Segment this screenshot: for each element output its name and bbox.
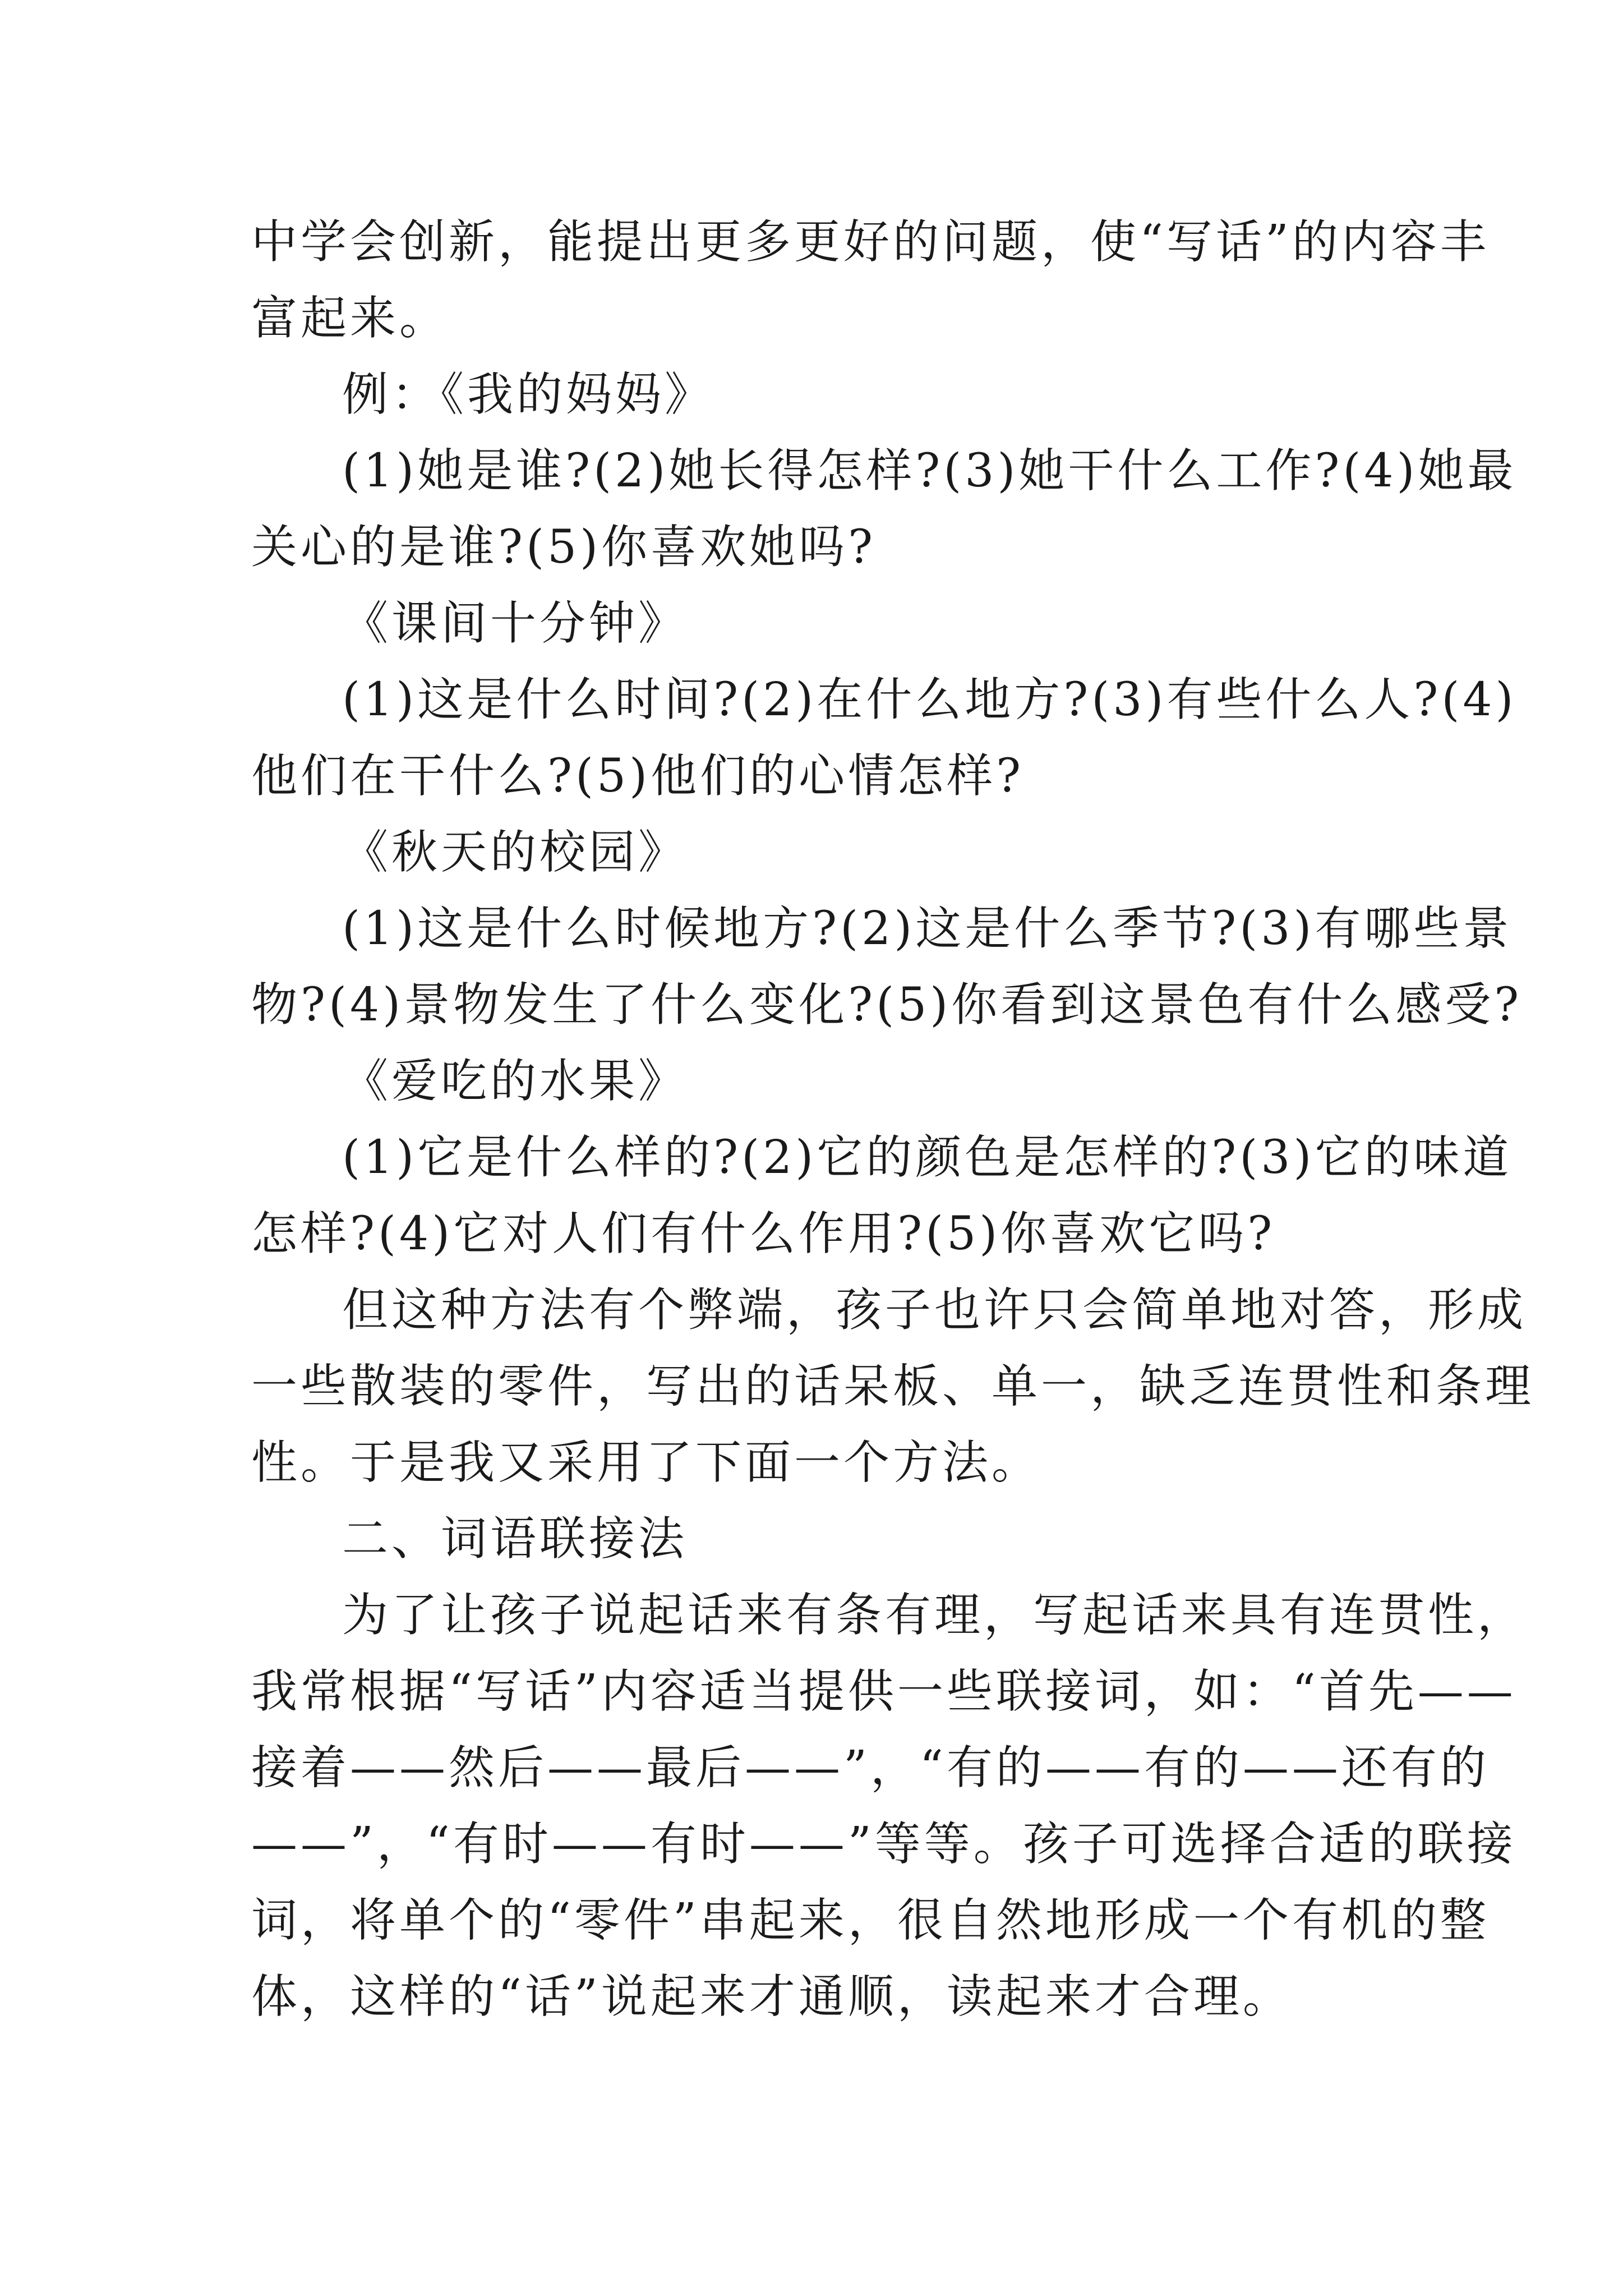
text-line: 中学会创新，能提出更多更好的问题，使“写话”的内容丰 (251, 215, 1490, 269)
example-title: 《秋天的校园》 (342, 826, 688, 879)
example-title: 《课间十分钟》 (342, 597, 688, 650)
section-heading: 二、词语联接法 (342, 1512, 688, 1566)
text-line: 一些散装的零件，写出的话呆板、单一，缺乏连贯性和条理 (251, 1360, 1535, 1413)
text-line: (1)它是什么样的?(2)它的颜色是怎样的?(3)它的味道 (342, 1131, 1513, 1184)
text-line: 他们在干什么?(5)他们的心情怎样? (251, 749, 1025, 803)
text-line: 为了让孩子说起话来有条有理，写起话来具有连贯性， (342, 1589, 1527, 1642)
example-title: 《爱吃的水果》 (342, 1055, 688, 1108)
text-line: (1)这是什么时候地方?(2)这是什么季节?(3)有哪些景 (342, 902, 1513, 955)
example-heading: 例：《我的妈妈》 (342, 368, 714, 421)
text-line: 词，将单个的“零件”串起来，很自然地形成一个有机的整 (251, 1894, 1490, 1947)
text-line: 性。于是我又采用了下面一个方法。 (251, 1436, 1041, 1489)
text-line: (1)这是什么时间?(2)在什么地方?(3)有些什么人?(4) (342, 673, 1517, 726)
text-line: 物?(4)景物发生了什么变化?(5)你看到这景色有什么感受? (251, 978, 1523, 1032)
text-line: 但这种方法有个弊端，孩子也许只会简单地对答，形成 (342, 1283, 1527, 1337)
text-line: 接着——然后——最后——”，“有的——有的——还有的 (251, 1741, 1490, 1795)
text-line: 体，这样的“话”说起来才通顺，读起来才合理。 (251, 1970, 1292, 2023)
text-line: 我常根据“写话”内容适当提供一些联接词，如：“首先—— (251, 1665, 1516, 1718)
text-line: 富起来。 (251, 292, 449, 345)
text-line: 怎样?(4)它对人们有什么作用?(5)你喜欢它吗? (251, 1207, 1276, 1260)
text-line: (1)她是谁?(2)她长得怎样?(3)她干什么工作?(4)她最 (342, 444, 1517, 498)
text-line: ——”，“有时——有时——”等等。孩子可选择合适的联接 (251, 1818, 1516, 1871)
document-body (251, 204, 1535, 2035)
text-line: 关心的是谁?(5)你喜欢她吗? (251, 521, 877, 574)
